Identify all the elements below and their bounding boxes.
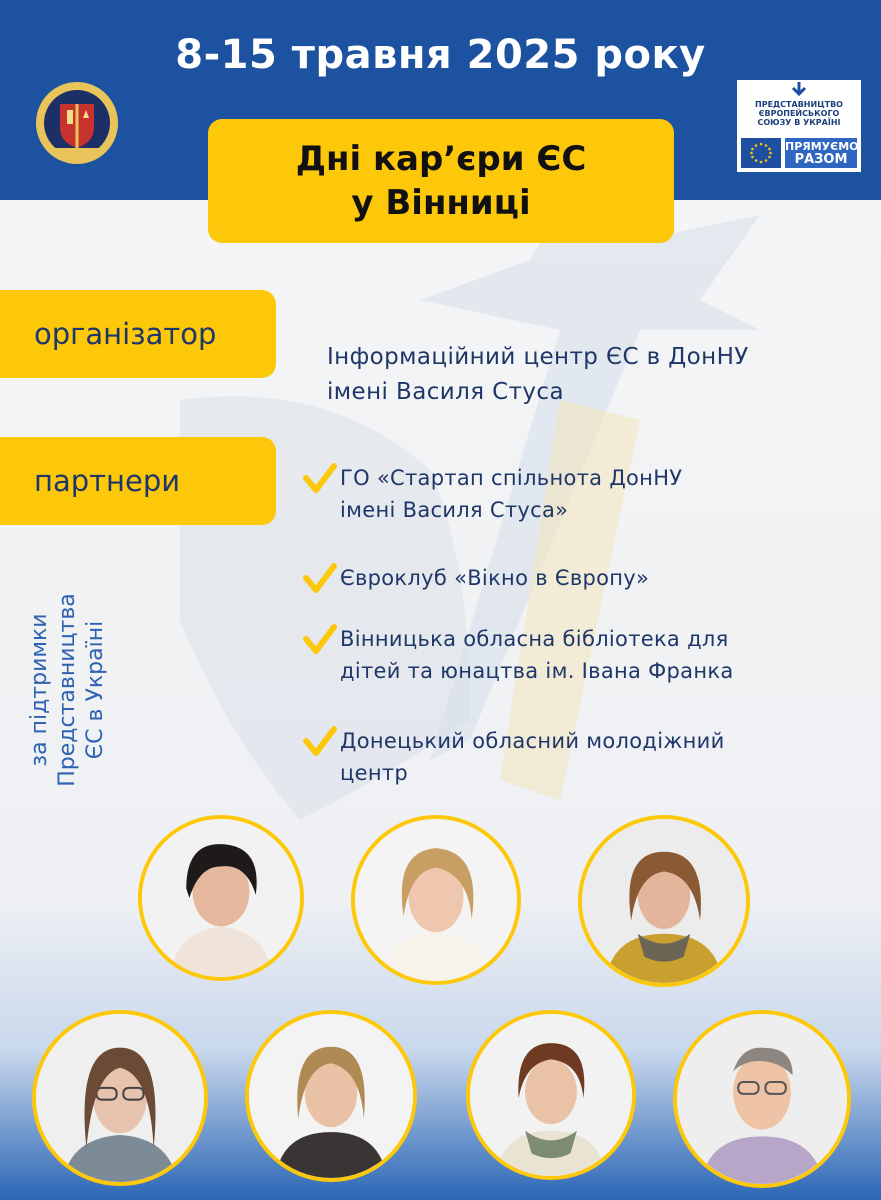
partner-item [300, 462, 870, 526]
title-line-2: у Вінниці [351, 183, 531, 223]
checkmark-icon [300, 562, 340, 596]
partner-item [300, 562, 870, 596]
arrow-down-icon [789, 82, 809, 96]
support-line-1: за підтримки [27, 613, 52, 767]
speaker-photo [673, 1010, 851, 1188]
partners-label: партнери [0, 437, 276, 525]
partner-1-line-1: ГО «Стартап спільнота ДонНУ [340, 466, 683, 490]
checkmark-icon [300, 725, 340, 759]
speaker-photo [578, 815, 750, 987]
partner-3-line-1: Вінницька обласна бібліотека для [340, 627, 729, 651]
partner-2-line-1: Євроклуб «Вікно в Європу» [340, 566, 650, 590]
organizer-text [327, 340, 867, 410]
organizer-line-2: імені Василя Стуса [327, 379, 564, 405]
eu-logo-text: ПРЕДСТАВНИЦТВО ЄВРОПЕЙСЬКОГО СОЮЗУ В УКРАЇНІ [755, 100, 843, 127]
partner-item [300, 623, 870, 687]
partner-4-line-1: Донецький обласний молодіжний [340, 729, 725, 753]
speaker-photo [138, 815, 304, 981]
checkmark-icon [300, 462, 340, 496]
university-seal-icon [34, 80, 120, 166]
organizer-label: організатор [0, 290, 276, 378]
eu-slogan [785, 138, 857, 168]
speaker-photo [245, 1010, 417, 1182]
eu-delegation-logo [737, 80, 861, 172]
support-note [26, 570, 110, 810]
eu-slogan-line-1: ПРЯМУЄМО [785, 140, 859, 153]
checkmark-icon [300, 623, 340, 657]
partner-item [300, 725, 870, 789]
title-line-1: Дні кар’єри ЄС [295, 139, 587, 179]
speaker-photo [466, 1010, 636, 1180]
organizer-line-1: Інформаційний центр ЄС в ДонНУ [327, 344, 749, 370]
partner-1-line-2: імені Василя Стуса» [340, 498, 569, 522]
eu-flag-icon [741, 138, 781, 168]
support-line-2: Представництва [55, 593, 80, 787]
speaker-photo [32, 1010, 208, 1186]
event-date: 8-15 травня 2025 року [175, 32, 706, 78]
eu-slogan-line-2: РАЗОМ [794, 152, 848, 167]
partner-3-line-2: дітей та юнацтва ім. Івана Франка [340, 659, 734, 683]
support-line-3: ЄС в Україні [83, 620, 108, 760]
speaker-photo [351, 815, 521, 985]
title-banner [208, 119, 674, 243]
partner-4-line-2: центр [340, 761, 409, 785]
